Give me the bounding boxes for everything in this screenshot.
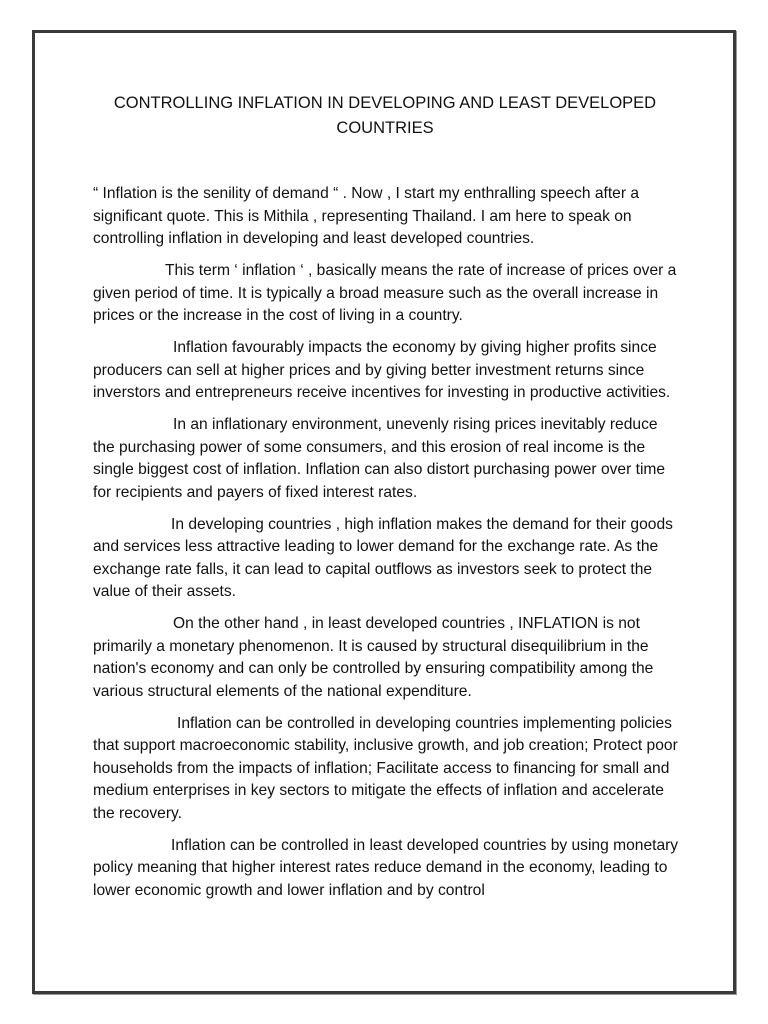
paragraph-text: This term ‘ inflation ‘ , basically means the rate of increase of prices over a given period of time. It is typically a broad measure such as the overall increase in prices or the increase in the cost of living in a country. — [93, 262, 677, 324]
document-title: CONTROLLING INFLATION IN DEVELOPING AND LEAST DEVELOPED COUNTRIES — [113, 94, 657, 137]
paragraph-control-least-developed — [93, 835, 683, 903]
paragraph-text: “ Inflation is the senility of demand “ . Now , I start my enthralling speech after a significant quote. This is Mithila , representing Thailand. I am here to speak on controlling inflation in developing and least developed countries. — [93, 185, 640, 247]
paragraph-text: In an inflationary environment, unevenly rising prices inevitably reduce the purchasing power of some consumers, and this erosion of real income is the single biggest cost of inflation. Inflation can also distort purchasing power over time for recipients and payers of fixed interest rates. — [93, 416, 666, 501]
paragraph-least-developed — [93, 613, 683, 703]
paragraph-intro — [93, 183, 683, 251]
paragraph-text: Inflation favourably impacts the economy by giving higher profits since producers can sell at higher prices and by giving better investment returns since inverstors and entrepreneurs receive incentives for investing in productive activities. — [93, 339, 671, 401]
document-body — [93, 183, 683, 912]
document-page — [32, 30, 736, 994]
paragraph-text: In developing countries , high inflation makes the demand for their goods and services less attractive leading to lower demand for the exchange rate. As the exchange rate falls, it can lead to capital outflows as investors seek to protect the value of their assets. — [93, 515, 673, 600]
paragraph-definition — [93, 260, 683, 328]
paragraph-control-developing — [93, 713, 683, 826]
paragraph-text: Inflation can be controlled in developing countries implementing policies that support macroeconomic stability, inclusive growth, and job creation; Protect poor households from the impacts of inflation; Facilitate access to financing for small and medium enterprises in key sectors to mitigate the effects of inflation and accelerate the recovery. — [93, 714, 678, 822]
paragraph-costs — [93, 414, 683, 504]
paragraph-favourable-impacts — [93, 337, 683, 405]
paragraph-text: Inflation can be controlled in least developed countries by using monetary policy meaning that higher interest rates reduce demand in the economy, leading to lower economic growth and lower inflation and by control — [93, 836, 679, 899]
paragraph-text: On the other hand , in least developed countries , INFLATION is not primarily a monetary phenomenon. It is caused by structural disequilibrium in the nation's economy and can only be controlled by ensuring compatibility among the various structural elements of the national expenditure. — [93, 615, 654, 700]
paragraph-developing-countries — [93, 514, 683, 604]
